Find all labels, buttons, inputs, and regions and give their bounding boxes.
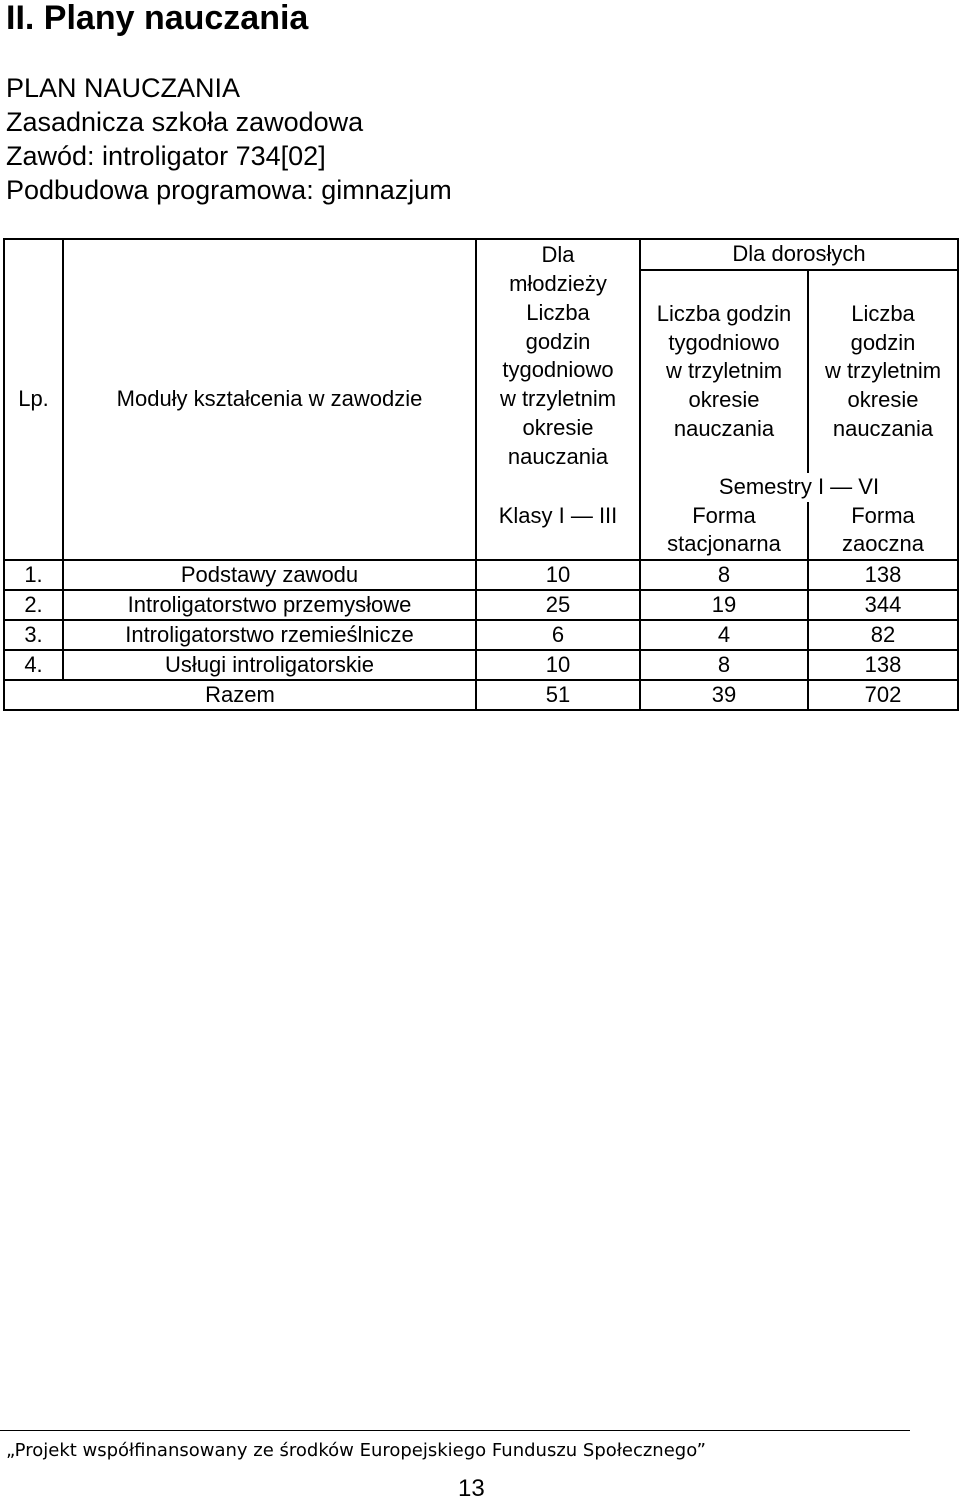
header-modules: Moduły kształcenia w zawodzie — [63, 239, 476, 560]
row-zaoczna-hours: 138 — [808, 560, 958, 590]
row-stacjonarna-hours: 4 — [640, 620, 808, 650]
row-lp: 2. — [4, 590, 63, 620]
row-lp: 3. — [4, 620, 63, 650]
header-semestry: Semestry I — VI — [640, 473, 958, 502]
header-forma-stacjonarna: Forma stacjonarna — [640, 502, 808, 561]
total-label: Razem — [4, 680, 476, 710]
row-module-name: Introligatorstwo rzemieślnicze — [63, 620, 476, 650]
header-line-profession: Zawód: introligator 734[02] — [6, 141, 326, 171]
table-row — [4, 590, 958, 620]
header-youth: Dla młodzieży Liczba godzin tygodniowo w trzyletnim okresie nauczania — [476, 239, 640, 473]
footer-note: „Projekt współfinansowany ze środków Europejskiego Funduszu Społecznego” — [6, 1440, 706, 1461]
table-row — [4, 620, 958, 650]
header-lp: Lp. — [4, 239, 63, 560]
row-zaoczna-hours: 344 — [808, 590, 958, 620]
footer-divider — [0, 1430, 910, 1431]
page-number: 13 — [458, 1475, 485, 1502]
table-row — [4, 560, 958, 590]
row-youth-hours: 10 — [476, 560, 640, 590]
table-row — [4, 650, 958, 680]
row-module-name: Podstawy zawodu — [63, 560, 476, 590]
row-module-name: Introligatorstwo przemysłowe — [63, 590, 476, 620]
row-stacjonarna-hours: 8 — [640, 560, 808, 590]
row-zaoczna-hours: 82 — [808, 620, 958, 650]
header-line-school: Zasadnicza szkoła zawodowa — [6, 107, 364, 137]
row-stacjonarna-hours: 19 — [640, 590, 808, 620]
total-youth-hours: 51 — [476, 680, 640, 710]
row-youth-hours: 6 — [476, 620, 640, 650]
row-module-name: Usługi introligatorskie — [63, 650, 476, 680]
header-line-basis: Podbudowa programowa: gimnazjum — [6, 175, 452, 205]
total-row — [4, 680, 958, 710]
row-lp: 4. — [4, 650, 63, 680]
curriculum-table — [3, 238, 959, 711]
total-zaoczna-hours: 702 — [808, 680, 958, 710]
row-youth-hours: 25 — [476, 590, 640, 620]
header-line-plan: PLAN NAUCZANIA — [6, 73, 241, 103]
total-stacjonarna-hours: 39 — [640, 680, 808, 710]
header-klasy: Klasy I — III — [476, 473, 640, 560]
header-adults-weekly: Liczba godzin tygodniowo w trzyletnim okresie nauczania — [640, 270, 808, 473]
header-adults-total: Liczba godzin w trzyletnim okresie nauczania — [808, 270, 958, 473]
page-title: II. Plany nauczania — [6, 0, 309, 37]
row-zaoczna-hours: 138 — [808, 650, 958, 680]
row-youth-hours: 10 — [476, 650, 640, 680]
row-lp: 1. — [4, 560, 63, 590]
row-stacjonarna-hours: 8 — [640, 650, 808, 680]
header-adults: Dla dorosłych — [640, 239, 958, 270]
plan-header — [6, 71, 452, 207]
header-forma-zaoczna: Forma zaoczna — [808, 502, 958, 561]
